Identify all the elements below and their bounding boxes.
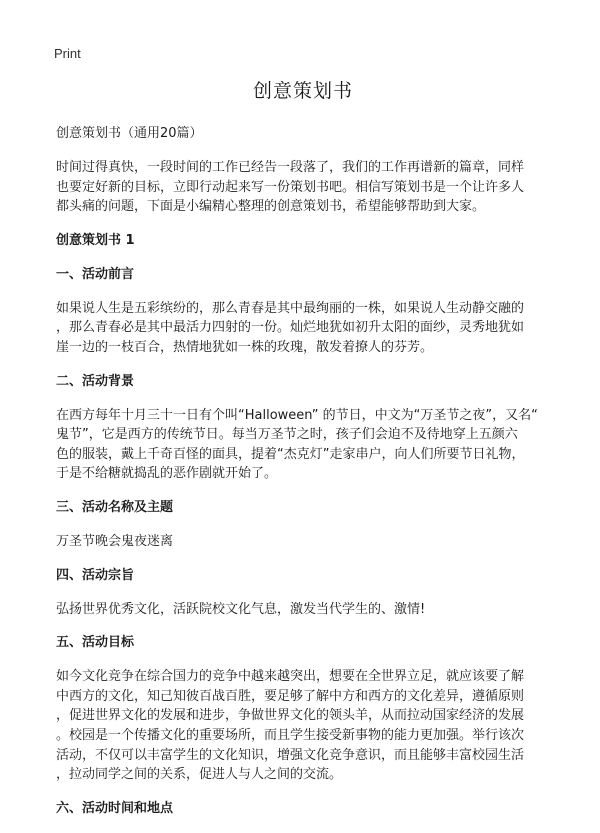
paragraph-line: 在西方每年十月三十一日有个叫“Halloween” 的节日，中文为“万圣节之夜”，又名“	[56, 407, 538, 423]
section-heading: 二、活动背景	[56, 373, 135, 389]
paragraph-line: 崖一边的一枝百合，热情地犹如一株的玫瑰，散发着撩人的芬芳。	[56, 339, 434, 355]
section-heading: 三、活动名称及主题	[56, 499, 174, 515]
paragraph-line: ，那么青春必是其中最活力四射的一份。灿烂地犹如初升太阳的面纱，灵秀地犹如	[56, 320, 525, 336]
paragraph-line: 。校园是一个传播文化的重要场所，而且学生接受新事物的能力更加强。举行该次	[56, 727, 525, 743]
section-paragraph	[56, 600, 550, 620]
paragraph-line: 鬼节”，它是西方的传统节日。每当万圣节之时，孩子们会迫不及待地穿上五颜六	[56, 427, 518, 443]
document-body	[56, 78, 550, 833]
document-title: 创意策划书	[252, 80, 353, 102]
print-label: Print	[54, 46, 81, 61]
paragraph-line: 万圣节晚会鬼夜迷离	[56, 533, 174, 549]
section-paragraph	[56, 667, 550, 785]
paragraph-line: ，促进世界文化的发展和进步，争做世界文化的领头羊，从而拉动国家经济的发展	[56, 708, 525, 724]
document-subtitle: 创意策划书（通用20篇）	[56, 126, 203, 141]
section-paragraph	[56, 406, 550, 484]
section-paragraph	[56, 299, 550, 358]
article-heading: 创意策划书 1	[56, 232, 135, 248]
paragraph-line: 于是不给糖就捣乱的恶作剧就开始了。	[56, 466, 278, 482]
paragraph-line: 弘扬世界优秀文化，活跃院校文化气息，激发当代学生的、激情!	[56, 601, 426, 617]
intro-line: 时间过得真快，一段时间的工作已经告一段落了，我们的工作再谱新的篇章，同样	[56, 160, 525, 175]
section-heading: 六、活动时间和地点	[56, 800, 174, 816]
paragraph-line: 色的服装，戴上千奇百怪的面具，提着“杰克灯”走家串户，向人们所要节日礼物，	[56, 446, 525, 462]
paragraph-line: ，拉动同学之间的关系，促进人与人之间的交流。	[56, 767, 343, 783]
intro-paragraph	[56, 158, 550, 217]
section-heading: 四、活动宗旨	[56, 567, 135, 583]
paragraph-line: 中西方的文化，知己知彼百战百胜，要足够了解中方和西方的文化差异，遵循原则	[56, 688, 525, 704]
paragraph-line: 活动，不仅可以丰富学生的文化知识，增强文化竞争意识，而且能够丰富校园生活	[56, 747, 525, 763]
section-heading: 一、活动前言	[56, 266, 135, 282]
intro-line: 都头痛的问题，下面是小编精心整理的创意策划书，希望能够帮助到大家。	[56, 199, 486, 215]
section-heading: 五、活动目标	[56, 635, 135, 651]
intro-line: 也要定好新的目标，立即行动起来写一份策划书吧。相信写策划书是一个让许多人	[56, 179, 525, 195]
paragraph-line: 如今文化竞争在综合国力的竞争中越来越突出，想要在全世界立足，就应该要了解	[56, 669, 525, 685]
section-paragraph	[56, 532, 550, 552]
paragraph-line: 如果说人生是五彩缤纷的，那么青春是其中最绚丽的一株，如果说人生动静交融的	[56, 300, 525, 316]
